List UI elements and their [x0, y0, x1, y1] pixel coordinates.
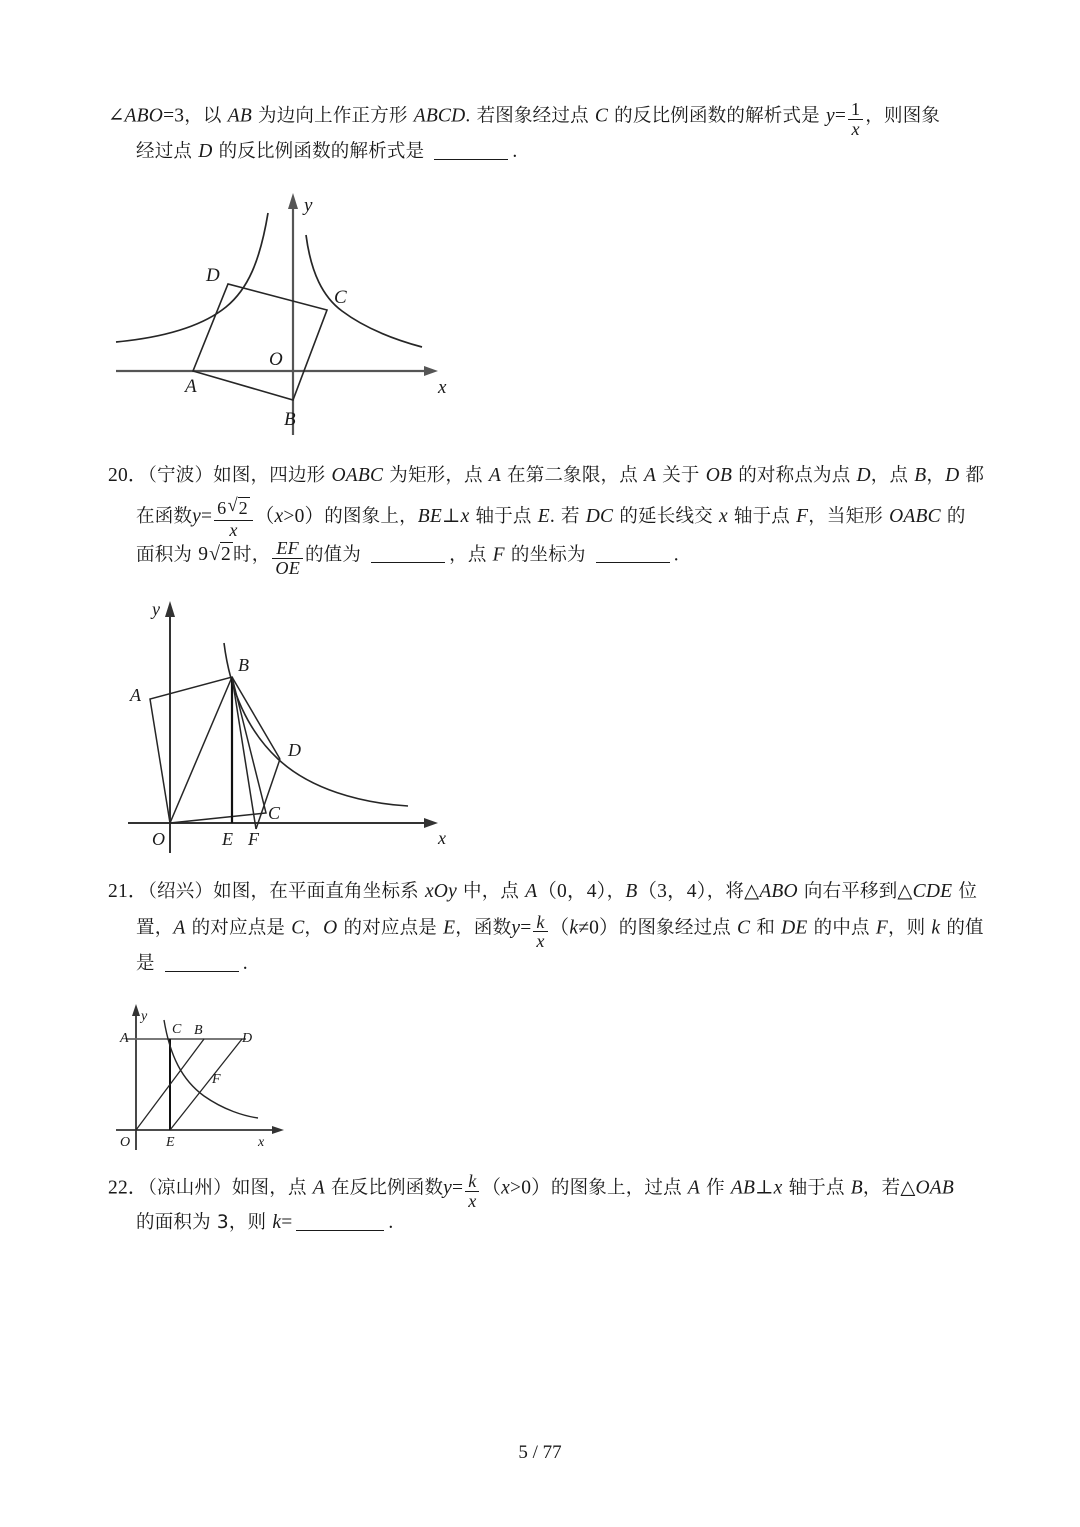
label-point-b: B [238, 654, 249, 675]
fraction-k-over-x-q21: $\frac{k}{x}$ [533, 913, 547, 952]
label-point-f: F [212, 1071, 221, 1087]
label-origin: O [152, 828, 165, 849]
y-axis-arrow [165, 601, 175, 617]
x-axis-arrow [424, 818, 438, 828]
math-angle-abo: ∠ABO [108, 105, 164, 127]
problem-20-line-3: 面积为 9 √ 2 时， $\frac{EF}{OE}$ 的值为 ，点 F 的坐标为 . [108, 535, 980, 574]
value-9root2: 9 √ 2 [198, 544, 233, 565]
hyperbola-branch [224, 643, 408, 806]
segment-ob [170, 677, 232, 823]
square-abcd-hyperbola-diagram [108, 185, 468, 445]
label-point-e: E [222, 828, 233, 849]
label-axis-x: x [438, 827, 446, 848]
answer-blank-21[interactable] [165, 971, 239, 972]
figure-20-wrapper [108, 591, 980, 861]
fraction-k-over-x-q22: $\frac{k}{x}$ [465, 1172, 479, 1211]
square-abcd [193, 284, 327, 400]
segment-bf [232, 677, 256, 829]
label-point-a: A [185, 376, 197, 398]
fraction-ef-over-oe: $\frac{EF}{OE}$ [272, 539, 303, 578]
problem-19-line-2: 经过点 D 的反比例函数的解析式是 . [136, 140, 518, 162]
answer-blank-20a[interactable] [371, 562, 445, 563]
label-point-f: F [248, 828, 259, 849]
problem-20 [108, 459, 985, 579]
fraction-1-over-x: $\frac{1}{x}$ [848, 100, 863, 139]
rectangle-oabc [150, 677, 266, 823]
answer-blank-22[interactable] [296, 1230, 384, 1231]
label-point-b: B [284, 409, 296, 431]
answer-blank-19[interactable] [434, 159, 508, 160]
problem-21-line-2: 置，A 的对应点是 C，O 的对应点是 E，函数y= $\frac{k}{x}$ （k≠0）的图象经过点 C 和 DE 的中点 F，则 k 的值 [136, 911, 984, 952]
math-c: C [594, 105, 609, 127]
math-ab: AB [227, 105, 252, 127]
y-axis-arrow [288, 193, 298, 209]
problem-21 [108, 875, 984, 981]
answer-blank-20b[interactable] [596, 562, 670, 563]
label-point-c: C [172, 1021, 182, 1037]
math-oabc: OABC [331, 465, 384, 487]
problem-19-line-1: ∠ABO=3，以 AB 为边向上作正方形 ABCD. 若图象经过点 C 的反比例函数的解析式是 y= $\frac{1}{x}$ ，则图象 [108, 99, 941, 140]
label-axis-x: x [438, 377, 447, 399]
label-point-c: C [268, 802, 281, 823]
math-abcd: ABCD [413, 105, 466, 127]
label-point-b: B [194, 1022, 203, 1038]
rectangle-oabc-hyperbola-diagram [108, 591, 478, 861]
label-origin: O [120, 1134, 131, 1150]
label-point-a: A [130, 684, 141, 705]
problem-19-continued [108, 96, 980, 168]
label-point-e: E [166, 1134, 175, 1150]
figure-19-wrapper [108, 185, 980, 445]
problem-22-line-1: 22．（凉山州）如图，点 A 在反比例函数y= $\frac{k}{x}$ （x>0）的图象上，过点 A 作 AB⊥x 轴于点 B，若△OAB [108, 1170, 955, 1211]
fraction-6root2-over-x: $\frac{6 √ 2}{x}$ [214, 497, 253, 539]
problem-20-line-1: 20．（宁波）如图，四边形 OABC 为矩形，点 A 在第二象限，点 A 关于 OB 的对称点为点 D，点 B，D 都 [108, 465, 985, 487]
label-point-d: D [242, 1030, 253, 1046]
label-axis-x: x [258, 1134, 265, 1150]
label-point-a: A [120, 1030, 129, 1046]
problem-21-line-3: 是 . [136, 953, 248, 974]
hyperbola-left-branch [116, 213, 268, 342]
page-footer: 5 / 77 [518, 1442, 562, 1463]
x-axis-arrow [272, 1126, 284, 1134]
figure-21-wrapper [108, 998, 980, 1158]
problem-21-line-1: 21．（绍兴）如图，在平面直角坐标系 xOy 中，点 A（0，4），B（3，4），将△ABO 向右平移到△CDE 位 [108, 880, 978, 902]
math-d: D [198, 140, 213, 162]
problem-22 [108, 1168, 980, 1240]
label-axis-y: y [141, 1008, 148, 1024]
problem-20-line-2: 在函数y= $\frac{6 √ 2}{x}$ （x>0）的图象上，BE⊥x 轴于点 E. 若 DC 的延长线交 x 轴于点 F，当矩形 OABC 的 [108, 493, 980, 535]
hyperbola-right-branch [306, 235, 422, 347]
label-point-d: D [288, 739, 301, 760]
label-point-c: C [334, 287, 347, 309]
label-origin: O [269, 349, 283, 371]
translated-triangle-hyperbola-diagram [108, 998, 308, 1158]
problem-22-line-2: 的面积为 3，则 k= . [136, 1212, 394, 1234]
label-axis-y: y [304, 195, 313, 217]
label-axis-y: y [152, 598, 160, 619]
x-axis-arrow [424, 366, 438, 376]
math-xoy: xOy [424, 880, 457, 902]
segment-ed [170, 1039, 242, 1130]
page-content [108, 96, 985, 1257]
y-axis-arrow [132, 1004, 140, 1016]
label-point-d: D [206, 265, 220, 287]
